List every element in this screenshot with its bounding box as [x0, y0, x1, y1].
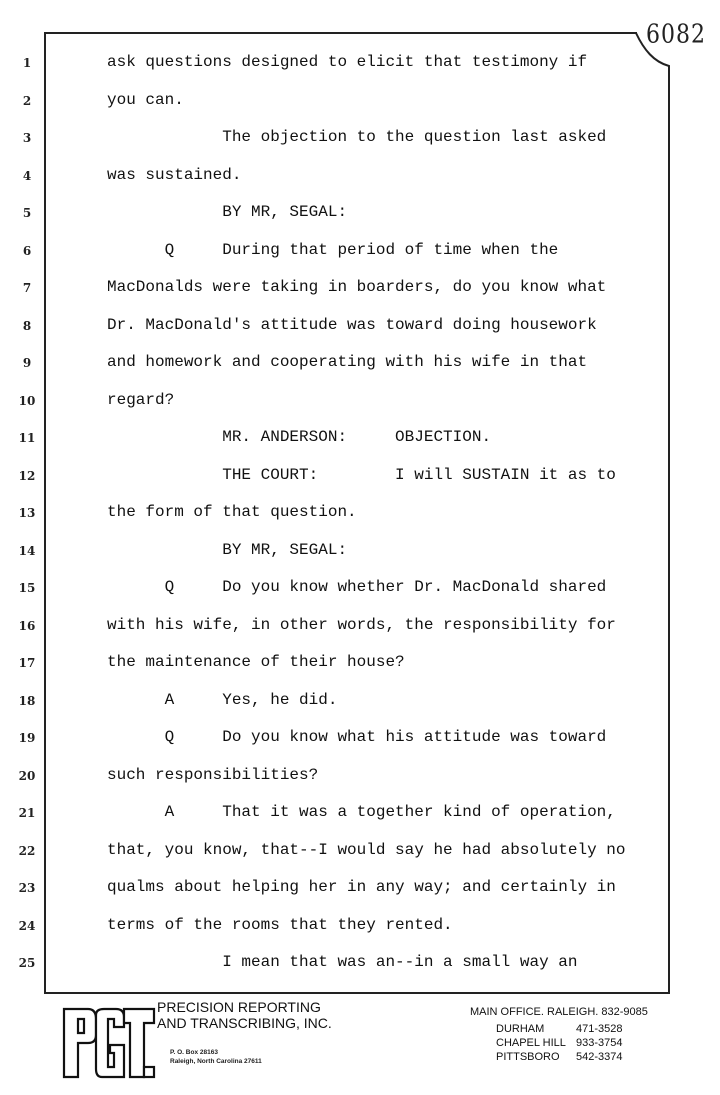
transcript-line [0, 645, 720, 682]
line-text: Q Do you know whether Dr. MacDonald shared [107, 578, 607, 596]
line-text: I mean that was an--in a small way an [107, 953, 578, 971]
transcript-line [0, 420, 720, 457]
transcript-line [0, 458, 720, 495]
line-number: 3 [22, 131, 32, 145]
page-number: 6082 [646, 19, 706, 50]
line-text: MR. ANDERSON: OBJECTION. [107, 428, 492, 446]
line-number: 16 [18, 618, 36, 633]
line-number: 25 [18, 956, 36, 970]
transcript-line [0, 608, 720, 645]
line-text: ask questions designed to elicit that testimony if [107, 53, 588, 71]
transcript-line [0, 345, 720, 382]
transcript-line [0, 383, 720, 420]
line-number: 20 [18, 768, 36, 783]
frame-border-top [44, 32, 637, 34]
line-text: that, you know, that--I would say he had absolutely no [107, 840, 626, 859]
line-number: 7 [22, 281, 32, 295]
line-number: 11 [18, 431, 36, 445]
transcript-line [0, 758, 720, 795]
transcript-line [0, 270, 720, 307]
frame-border-bottom [44, 992, 670, 994]
office-phone: 933-3754 [576, 1037, 623, 1049]
address-line2: Raleigh, North Carolina 27611 [170, 1058, 262, 1065]
line-number: 23 [18, 881, 36, 895]
transcript-line [0, 720, 720, 757]
line-number: 19 [18, 731, 36, 745]
line-text: qualms about helping her in any way; and certainly in [107, 878, 616, 896]
line-number: 13 [18, 506, 36, 520]
firm-name [157, 999, 332, 1031]
line-number: 1 [22, 56, 32, 70]
office-city: DURHAM [496, 1023, 545, 1035]
line-text: with his wife, in other words, the responsibility for [107, 615, 616, 634]
office-phone: 542-3374 [576, 1051, 623, 1063]
transcript-line [0, 570, 720, 607]
line-text: MacDonalds were taking in boarders, do you know what [107, 278, 607, 296]
transcript-line [0, 908, 720, 945]
transcript-line [0, 83, 720, 120]
transcript-line [0, 683, 720, 720]
office-row [496, 1036, 648, 1050]
transcript-line [0, 233, 720, 270]
line-text: and homework and cooperating with his wife in that [107, 353, 588, 371]
line-number: 4 [22, 168, 32, 183]
firm-name-line2: AND TRANSCRIBING, INC. [157, 1015, 332, 1031]
firm-address [170, 1048, 262, 1066]
transcript-line [0, 870, 720, 907]
line-text: BY MR, SEGAL: [107, 540, 348, 559]
line-text: The objection to the question last asked [107, 128, 607, 146]
line-number: 12 [18, 468, 36, 483]
line-text: the maintenance of their house? [107, 653, 405, 671]
main-office: MAIN OFFICE. RALEIGH. 832-9085 [470, 1006, 648, 1018]
line-number: 10 [18, 393, 36, 408]
line-text: such responsibilities? [107, 765, 319, 784]
office-phone: 471-3528 [576, 1023, 623, 1035]
line-text: A That it was a together kind of operation, [107, 803, 616, 821]
line-text: the form of that question. [107, 503, 357, 521]
transcript-line [0, 945, 720, 982]
office-row [496, 1022, 648, 1036]
firm-name-line1: PRECISION REPORTING [157, 999, 321, 1015]
line-number: 18 [18, 693, 36, 708]
transcript-line [0, 195, 720, 232]
transcript-line [0, 533, 720, 570]
transcript-line [0, 833, 720, 870]
transcript-line [0, 45, 720, 82]
line-number: 8 [22, 318, 32, 333]
office-directory [470, 1006, 648, 1064]
line-text: Q Do you know what his attitude was toward [107, 728, 607, 746]
line-number: 2 [22, 93, 32, 108]
line-text: Q During that period of time when the [107, 240, 559, 259]
line-text: you can. [107, 90, 184, 109]
line-number: 6 [22, 243, 32, 258]
line-text: was sustained. [107, 165, 242, 184]
pt-logo [62, 1005, 156, 1081]
line-number: 15 [18, 581, 36, 595]
address-line1: P. O. Box 28163 [170, 1049, 218, 1056]
line-number: 14 [18, 543, 36, 558]
transcript-line [0, 158, 720, 195]
line-text: A Yes, he did. [107, 690, 338, 709]
transcript-line [0, 120, 720, 157]
line-number: 22 [18, 843, 36, 858]
transcript-line [0, 795, 720, 832]
line-number: 17 [18, 656, 36, 670]
line-number: 21 [18, 806, 36, 820]
line-number: 24 [18, 918, 36, 933]
transcript-line [0, 495, 720, 532]
line-text: terms of the rooms that they rented. [107, 915, 453, 934]
line-text: Dr. MacDonald's attitude was toward doing housework [107, 315, 597, 334]
line-number: 5 [22, 206, 32, 220]
line-text: BY MR, SEGAL: [107, 203, 348, 221]
line-number: 9 [22, 356, 32, 370]
line-text: THE COURT: I will SUSTAIN it as to [107, 465, 616, 484]
transcript-line [0, 308, 720, 345]
office-city: CHAPEL HILL [496, 1037, 566, 1049]
line-text: regard? [107, 390, 175, 409]
office-row [496, 1050, 648, 1064]
office-city: PITTSBORO [496, 1051, 560, 1063]
